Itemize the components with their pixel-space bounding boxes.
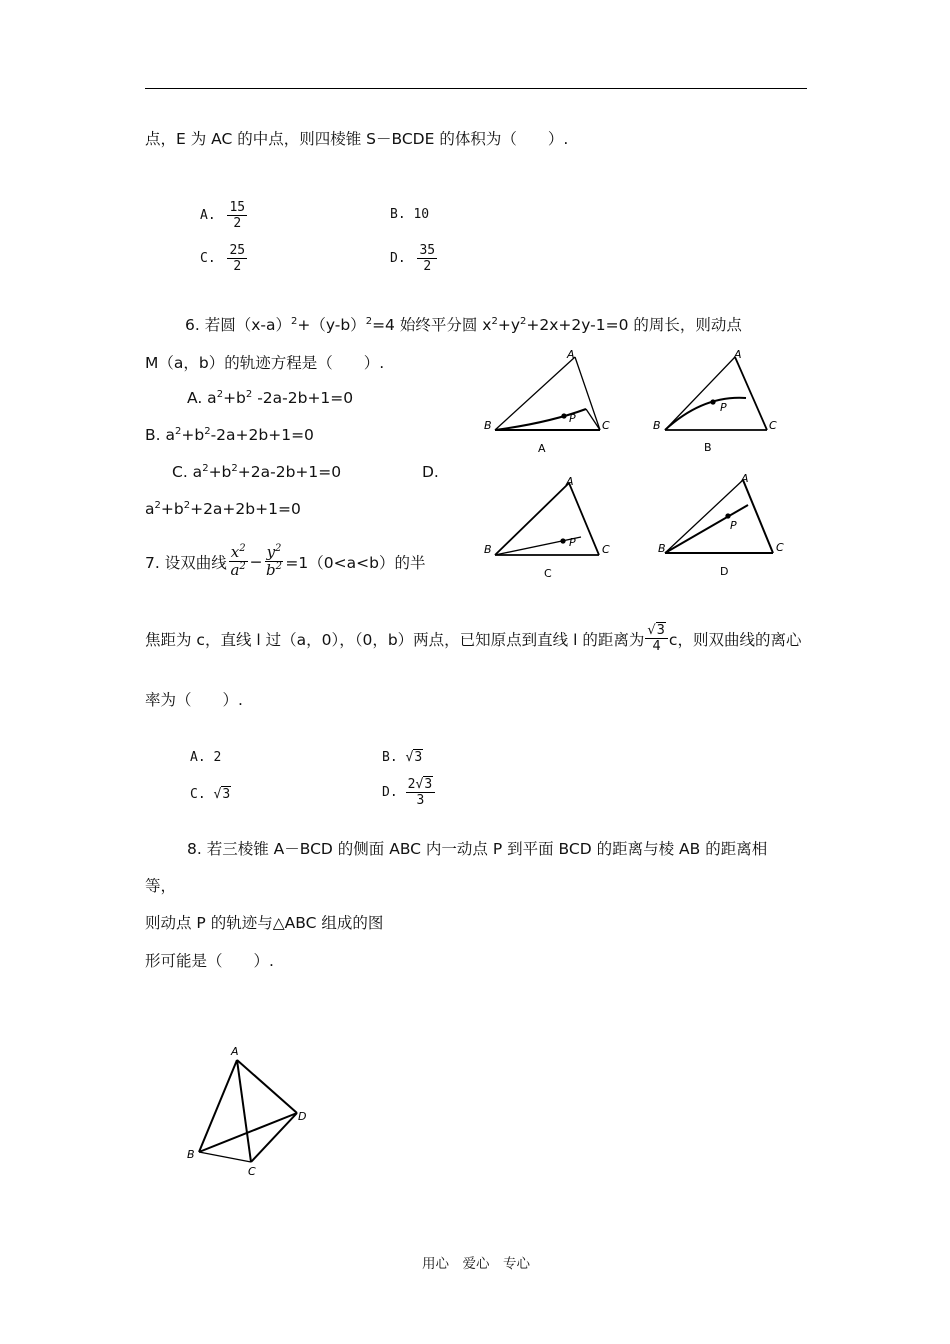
svg-text:C: C (769, 419, 777, 432)
q7-option-b: B. √3 (382, 750, 423, 765)
q5-option-a: A. $\frac{15}{2}$ (200, 200, 246, 231)
q6-option-c: C. $a^2+b^2+2a-2b+1=0$ (172, 462, 342, 481)
q7-frac-y: $\frac{y^2}{b^2}$ (266, 543, 282, 579)
q8-line4: 形可能是（ ）. (145, 952, 274, 970)
figure-b (665, 357, 767, 430)
q6-option-d: $a^2+b^2+2a+2b+1=0$ (145, 499, 301, 518)
q7-frac-x: $\frac{x^2}{a^2}$ (230, 543, 246, 579)
svg-text:D: D (720, 565, 729, 578)
footer-text: 用心 爱心 专心 (422, 1256, 530, 1272)
svg-text:C: C (776, 541, 784, 554)
q5-text: 点，E 为 AC 的中点，则四棱锥 S－BCDE 的体积为（ ）. (145, 130, 569, 148)
figure-d (665, 480, 773, 553)
q6-figures (478, 345, 798, 590)
svg-text:C: C (602, 419, 610, 432)
q5-option-d: D. $\frac{35}{2}$ (390, 243, 436, 274)
svg-text:A: A (538, 442, 546, 455)
q7-option-c: C. √3 (190, 787, 231, 802)
svg-text:B: B (704, 441, 712, 454)
q8-line3: 则动点 P 的轨迹与△ABC 组成的图 (145, 914, 384, 932)
q7-line2: 焦距为 c，直线 l 过（a，0），（0，b）两点，已知原点到直线 l 的距离为 $\frac{√3}{4}$ c，则双曲线的离心 (145, 623, 802, 654)
q5-option-b: B. 10 (390, 207, 430, 222)
svg-text:P: P (569, 536, 576, 549)
svg-text:B: B (484, 543, 492, 556)
figure-a (495, 357, 600, 430)
q7-distance-frac: $\frac{√3}{4}$ (645, 624, 668, 653)
q7-line3: 率为（ ）. (145, 691, 243, 709)
svg-text:P: P (730, 519, 737, 532)
svg-text:B: B (187, 1148, 195, 1161)
q7-option-a: A. 2 (190, 750, 222, 765)
q8-line1: 8. 若三棱锥 A－BCD 的侧面 ABC 内一动点 P 到平面 BCD 的距离与棱 AB 的距离相 (187, 840, 768, 858)
svg-text:D: D (298, 1110, 307, 1123)
svg-text:C: C (544, 567, 552, 580)
figure-c (495, 483, 599, 555)
svg-text:A: A (741, 472, 749, 485)
q6-option-a: A. $a^2+b^2$ -2a-2b+1=0 (187, 388, 354, 407)
svg-text:B: B (653, 419, 661, 432)
q7-line1: 7. 设双曲线 $\frac{x^2}{a^2}$ − $\frac{y^2}{b^2}$ =1（0<a<b）的半 (145, 543, 426, 579)
svg-text:P: P (569, 412, 576, 425)
tetrahedron-figure (182, 1040, 322, 1185)
svg-text:A: A (567, 348, 575, 361)
svg-text:A: A (734, 348, 742, 361)
header-rule (145, 88, 807, 89)
q7-option-d: D. $\frac{2√3}{3}$ (382, 778, 435, 807)
svg-text:B: B (658, 542, 666, 555)
svg-text:C: C (602, 543, 610, 556)
svg-text:A: A (231, 1045, 239, 1058)
q5-option-c: C. $\frac{25}{2}$ (200, 243, 246, 274)
q6-line1: 6. 若圆$(x-a)^2+(y-b)^2=4$ 始终平分圆 $x^2+y^2+2x+2y-1=0$ 的周长，则动点 (185, 315, 742, 334)
svg-text:B: B (484, 419, 492, 432)
svg-text:C: C (248, 1165, 256, 1178)
q8-line2: 等， (145, 877, 177, 895)
q6-option-d-label: D. (422, 463, 439, 481)
svg-text:A: A (566, 475, 574, 488)
q6-line2: M（a，b）的轨迹方程是（ ）. (145, 354, 385, 372)
q6-option-b: B. $a^2+b^2-2a+2b+1=0$ (145, 425, 314, 444)
svg-text:P: P (720, 401, 727, 414)
